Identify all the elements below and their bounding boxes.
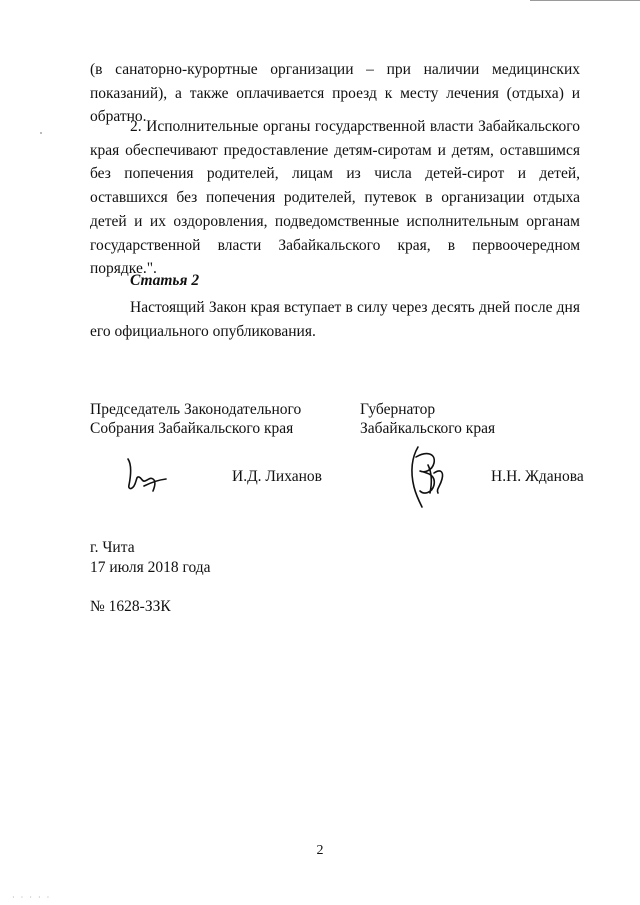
paragraph-2: 2. Исполнительные органы государственной власти Забайкальского края обеспечивают предоставление детям-сиротам и детям, оставшимся без попечения родителей, лицам из числа детей-сирот и детей, оставшихся без попечения родителей, путевок в организации отдыха детей и их оздоровления, подведомственные исполнительным органам государственной власти Забайкальского края, в первоочередном порядке.". — [90, 118, 580, 278]
governor-name: Н.Н. Жданова — [491, 468, 584, 485]
page-number: 2 — [316, 843, 324, 858]
chairman-title — [90, 400, 301, 438]
article-2-title: Статья 2 — [130, 272, 200, 289]
article-2-text: Настоящий Закон края вступает в силу через десять дней после дня его официального опубликования. — [90, 299, 580, 340]
continuation-paragraph: (в санаторно-курортные организации – при наличии медицинских показаний), а также оплачивается проезд к месту лечения (отдыха) и обратно. — [90, 61, 580, 126]
city: г. Чита — [90, 539, 135, 556]
chairman-title-line1: Председатель Законодательного — [90, 401, 302, 418]
date: 17 июля 2018 года — [90, 559, 211, 576]
governor-signature — [402, 443, 458, 509]
top-edge-rule — [530, 0, 640, 1]
place-and-date — [90, 538, 211, 578]
chairman-name: И.Д. Лиханов — [232, 468, 322, 485]
governor-title-line2: Забайкальского края — [360, 420, 496, 437]
law-number: № 1628-ЗЗК — [90, 598, 171, 615]
scan-artifact: · · · · · — [12, 893, 52, 902]
chairman-signature — [122, 453, 172, 495]
scan-mark — [40, 132, 42, 134]
governor-title — [360, 400, 495, 438]
governor-title-line1: Губернатор — [360, 401, 436, 418]
chairman-title-line2: Собрания Забайкальского края — [90, 420, 294, 437]
